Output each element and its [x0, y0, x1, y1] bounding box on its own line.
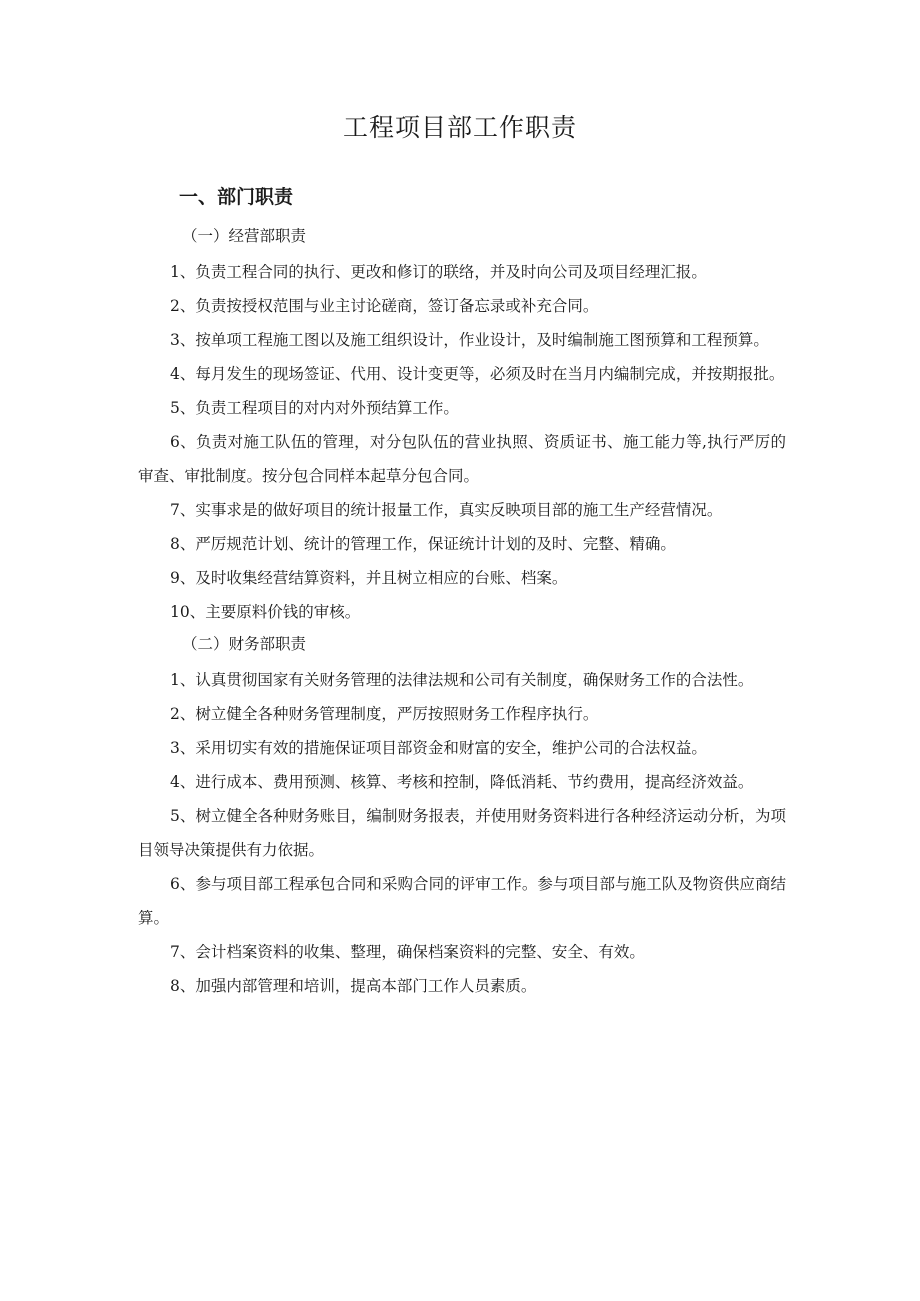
- list-item: 8、加强内部管理和培训，提高本部门工作人员素质。: [170, 977, 537, 995]
- subheading-finance-dept: （二）财务部职责: [182, 635, 307, 653]
- list-item: 5、树立健全各种财务账目，编制财务报表，并使用财务资料进行各种经济运动分析，为项目领导决策提供有力依据。: [138, 807, 786, 859]
- list-item: 2、树立健全各种财务管理制度，严厉按照财务工作程序执行。: [170, 705, 599, 723]
- subheading-business-dept: （一）经营部职责: [182, 227, 307, 245]
- section-heading: 一、部门职责: [179, 186, 294, 208]
- list-item: 6、参与项目部工程承包合同和采购合同的评审工作。参与项目部与施工队及物资供应商结算。: [138, 875, 786, 927]
- list-item: 3、按单项工程施工图以及施工组织设计，作业设计，及时编制施工图预算和工程预算。: [170, 331, 769, 349]
- list-item: 1、认真贯彻国家有关财务管理的法律法规和公司有关制度，确保财务工作的合法性。: [170, 671, 754, 689]
- list-item: 9、及时收集经营结算资料，并且树立相应的台账、档案。: [170, 569, 568, 587]
- list-item: 10、主要原料价钱的审核。: [170, 603, 361, 621]
- list-item: 7、实事求是的做好项目的统计报量工作，真实反映项目部的施工生产经营情况。: [170, 501, 723, 519]
- list-item: 1、负责工程合同的执行、更改和修订的联络，并及时向公司及项目经理汇报。: [170, 263, 707, 281]
- list-item: 3、采用切实有效的措施保证项目部资金和财富的安全，维护公司的合法权益。: [170, 739, 707, 757]
- list-item: 4、每月发生的现场签证、代用、设计变更等，必须及时在当月内编制完成，并按期报批。: [170, 365, 785, 383]
- list-item: 6、负责对施工队伍的管理，对分包队伍的营业执照、资质证书、施工能力等,执行严厉的审查、审批制度。按分包合同样本起草分包合同。: [138, 433, 786, 485]
- group-business-dept: [138, 221, 786, 629]
- list-item: 7、会计档案资料的收集、整理，确保档案资料的完整、安全、有效。: [170, 943, 645, 961]
- list-item: 8、严厉规范计划、统计的管理工作，保证统计计划的及时、完整、精确。: [170, 535, 676, 553]
- list-item: 5、负责工程项目的对内对外预结算工作。: [170, 399, 459, 417]
- list-item: 4、进行成本、费用预测、核算、考核和控制，降低消耗、节约费用，提高经济效益。: [170, 773, 754, 791]
- page-title: 工程项目部工作职责: [342, 113, 577, 142]
- document-body: [138, 221, 786, 1003]
- group-finance-dept: [138, 629, 786, 1003]
- list-item: 2、负责按授权范围与业主讨论磋商，签订备忘录或补充合同。: [170, 297, 599, 315]
